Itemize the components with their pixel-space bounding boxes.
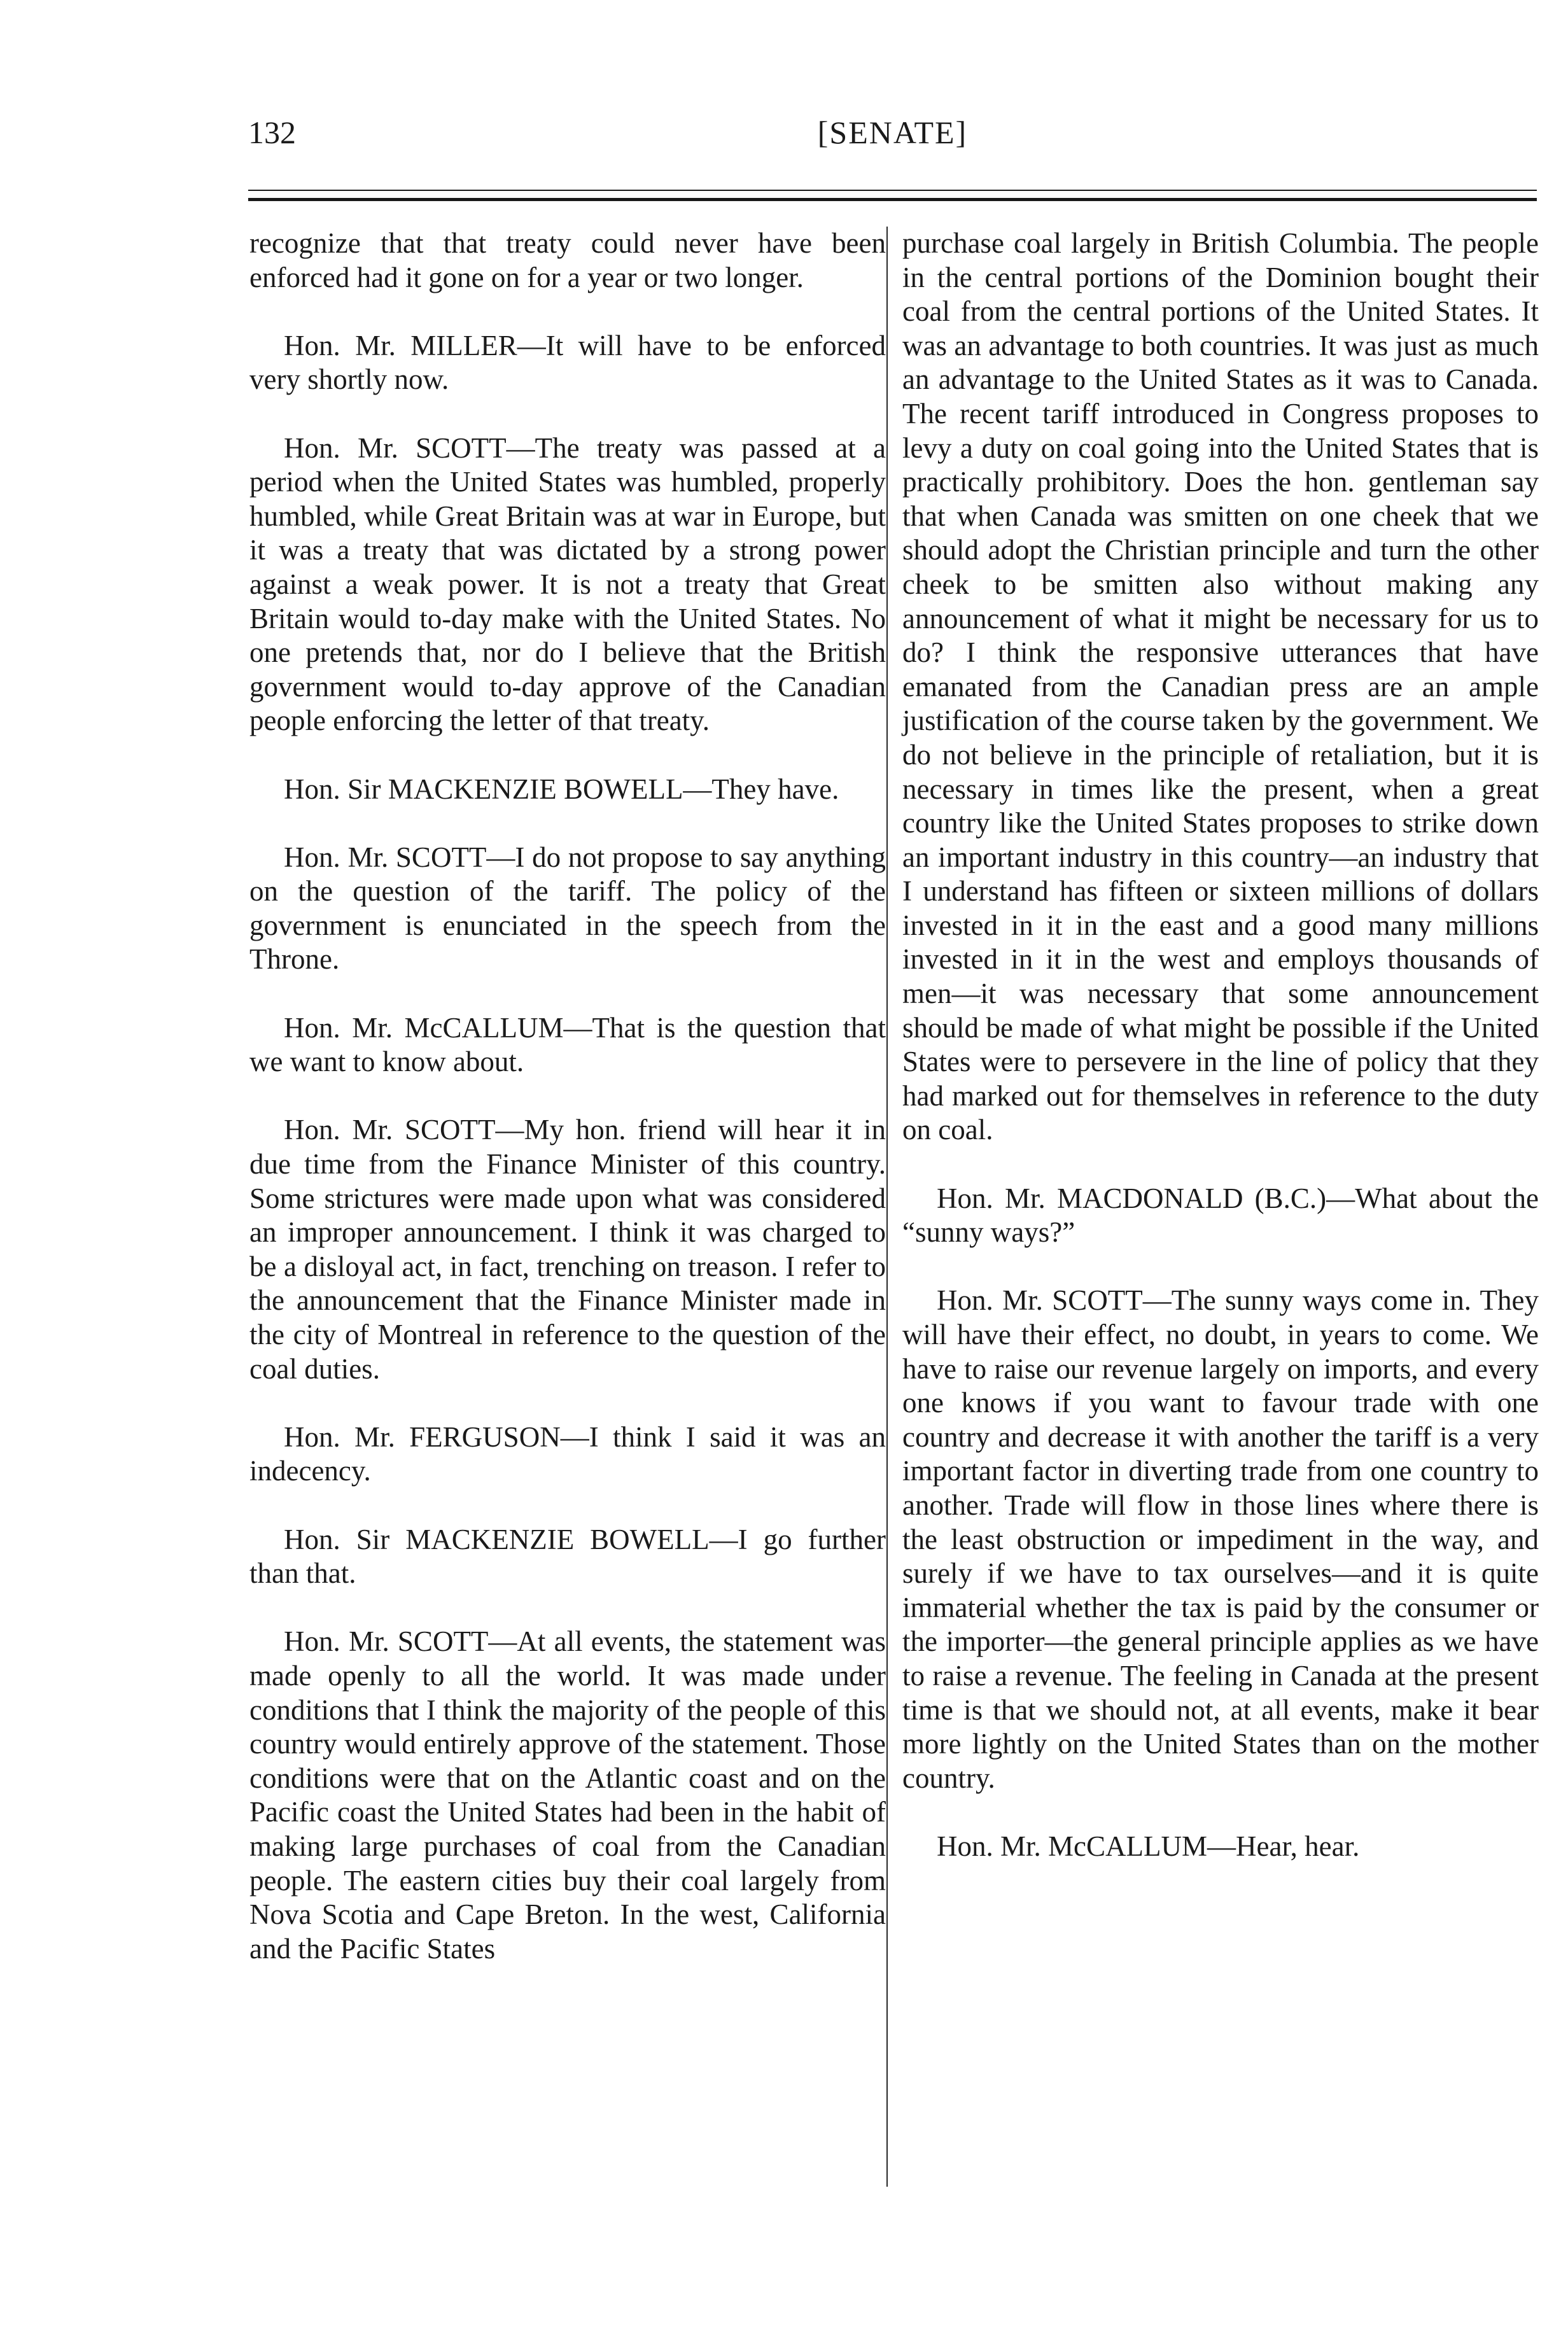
page-header xyxy=(248,113,1537,158)
left-column xyxy=(249,227,886,1966)
paragraph: recognize that that treaty could never have been enforced had it gone on for a year or two longer. xyxy=(249,227,886,293)
paragraph: Hon. Mr. MACDONALD (B.C.)—What about the “sunny ways?” xyxy=(902,1182,1539,1249)
paragraph: Hon. Mr. McCALLUM—That is the question that we want to know about. xyxy=(249,1011,886,1078)
paragraph: Hon. Sir MACKENZIE BOWELL—I go further than that. xyxy=(249,1523,886,1590)
column-divider xyxy=(886,227,888,2187)
page-number: 132 xyxy=(248,115,296,150)
paragraph: Hon. Mr. SCOTT—My hon. friend will hear it in due time from the Finance Minister of this country. Some strictures were made upon what was considered an improper announcement. I think it was charged to be a disloyal act, in fact, trenching on treason. I refer to the announcement that the Finance Minister made in the city of Montreal in reference to the question of the coal duties. xyxy=(249,1114,886,1385)
paragraph: Hon. Mr. SCOTT—The sunny ways come in. They will have their effect, no doubt, in years to come. We have to raise our revenue largely on imports, and every one knows if you want to favour trade with one country and decrease it with another the tariff is a very important factor in diverting trade from one country to another. Trade will flow in those lines where there is the least obstruction or impediment in the way, and surely if we have to tax ourselves—and it is quite immaterial whether the tax is paid by the consumer or the importer—the general principle applies as we have to raise a revenue. The feeling in Canada at the present time is that we should not, at all events, make it bear more lightly on the United States than on the mother country. xyxy=(902,1284,1539,1794)
paragraph: Hon. Mr. SCOTT—I do not propose to say anything on the question of the tariff. The policy of the government is enunciated in the speech from the Throne. xyxy=(249,841,886,976)
paragraph: Hon. Sir MACKENZIE BOWELL—They have. xyxy=(284,773,839,805)
running-head: [SENATE] xyxy=(817,115,968,150)
paragraph: Hon. Mr. SCOTT—At all events, the statement was made openly to all the world. It was made under conditions that I think the majority of the people of this country would entirely approve of the statement. Those conditions were that on the Atlantic coast and on the Pacific coast the United States had been in the habit of making large purchases of coal from the Canadian people. The eastern cities buy their coal largely from Nova Scotia and Cape Breton. In the west, California and the Pacific States xyxy=(249,1625,886,1965)
paragraph: purchase coal largely in British Columbia. The people in the central portions of the Dominion bought their coal from the central portions of the United States. It was an advantage to both countries. It was just as much an advantage to the United States as it was to Canada. The recent tariff introduced in Congress proposes to levy a duty on coal going into the United States that is practically prohibitory. Does the hon. gentleman say that when Canada was smitten on one cheek that we should adopt the Christian principle and turn the other cheek to be smitten also without making any announcement of what it might be necessary for us to do? I think the responsive utterances that have emanated from the Canadian press are an ample justification of the course taken by the government. We do not believe in the principle of retaliation, but it is necessary in times like the present, when a great country like the United States proposes to strike down an important industry in this country—an industry that I understand has fifteen or sixteen millions of dollars invested in it in the east and a good many millions invested in it in the west and employs thousands of men—it was necessary that some announcement should be made of what might be possible if the United States were to persevere in the line of policy that they had marked out for themselves in reference to the duty on coal. xyxy=(902,227,1539,1146)
header-rule-thin xyxy=(248,190,1537,191)
paragraph: Hon. Mr. MILLER—It will have to be enforced very shortly now. xyxy=(249,329,886,396)
right-column xyxy=(902,227,1539,1864)
paragraph: Hon. Mr. FERGUSON—I think I said it was an indecency. xyxy=(249,1420,886,1487)
paragraph: Hon. Mr. McCALLUM—Hear, hear. xyxy=(937,1830,1360,1862)
header-rule-thick xyxy=(248,198,1537,201)
paragraph: Hon. Mr. SCOTT—The treaty was passed at a period when the United States was humbled, properly humbled, while Great Britain was at war in Europe, but it was a treaty that was dictated by a strong power against a weak power. It is not a treaty that Great Britain would to-day make with the United States. No one pretends that, nor do I believe that the British government would to-day approve of the Canadian people enforcing the letter of that treaty. xyxy=(249,431,886,737)
